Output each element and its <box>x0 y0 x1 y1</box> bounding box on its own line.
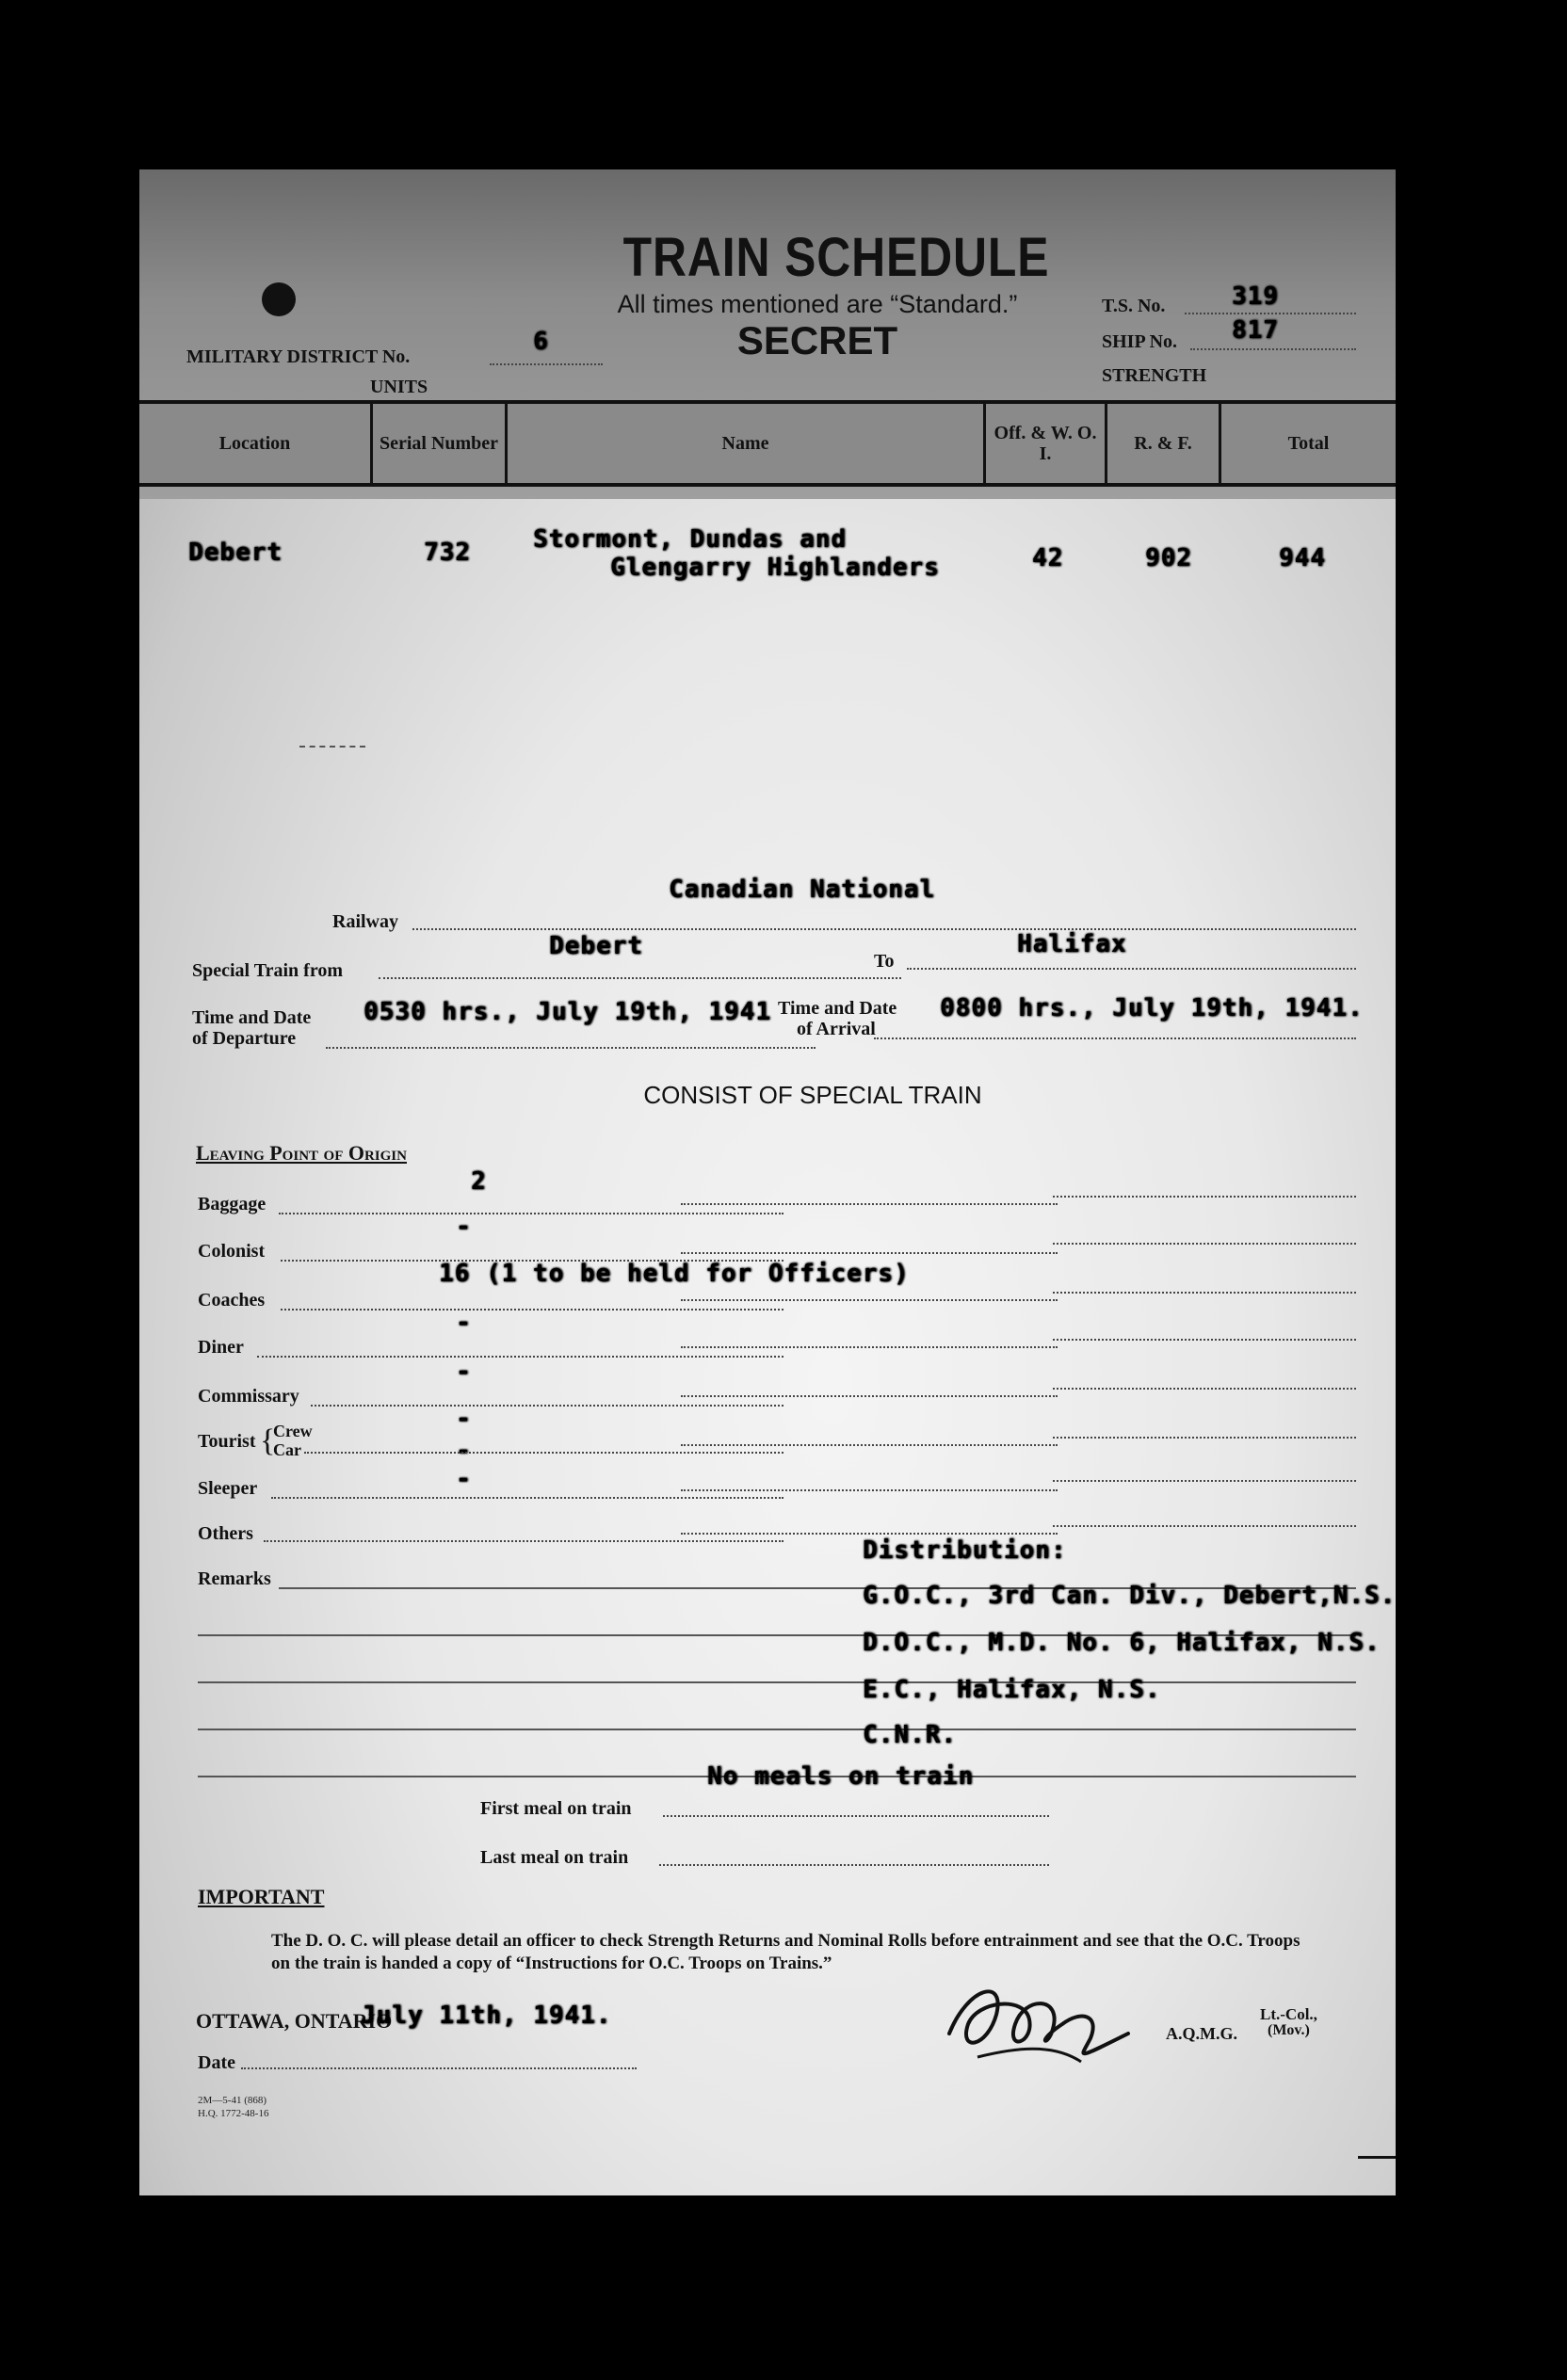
special-train-from-label: Special Train from <box>192 960 343 981</box>
ship-no-label: SHIP No. <box>1102 331 1178 352</box>
arrival-label-1: Time and Date <box>778 998 897 1019</box>
arrival-line <box>874 1037 1356 1039</box>
punch-hole <box>262 282 296 316</box>
consist-label-diner: Diner <box>198 1337 244 1358</box>
tourist-car-label: Car <box>273 1440 301 1459</box>
edge-mark <box>1358 2156 1396 2159</box>
column-header-rank-and-file: R. & F. <box>1134 433 1192 454</box>
railway-value: Canadian National <box>669 876 936 904</box>
ts-no-value: 319 <box>1232 282 1279 311</box>
units-table-header <box>139 400 1396 487</box>
consist-value-sleeper: - <box>456 1465 472 1493</box>
to-label: To <box>874 951 895 972</box>
first-meal-line <box>663 1815 1049 1817</box>
military-district-label: MILITARY DISTRICT No. <box>186 346 411 367</box>
row-name-line-1: Stormont, Dundas and <box>533 525 848 554</box>
distribution-line: E.C., Halifax, N.S. <box>863 1676 1161 1704</box>
row-total: 944 <box>1279 544 1326 572</box>
consist-value-diner: - <box>456 1309 472 1337</box>
to-value: Halifax <box>1017 930 1127 958</box>
place-label: OTTAWA, ONTARIO <box>196 2009 393 2033</box>
consist-value-baggage: 2 <box>471 1167 487 1196</box>
row-officers: 42 <box>1032 544 1064 572</box>
important-text: The D. O. C. will please detail an officer to check Strength Returns and Nominal Rolls before entrainment and see that the O.C. Troops on the train is handed a copy of “Instructions for O.C. Troops on Trains.” <box>271 1931 1300 1973</box>
handwritten-signature <box>940 1968 1147 2076</box>
consist-value-commissary: - <box>456 1358 472 1386</box>
military-district-value: 6 <box>533 328 549 356</box>
from-value: Debert <box>549 932 643 960</box>
units-label: UNITS <box>370 377 428 397</box>
distribution-line: D.O.C., M.D. No. 6, Halifax, N.S. <box>863 1629 1381 1657</box>
form-title: TRAIN SCHEDULE <box>622 227 1050 288</box>
signature-branch: (Mov.) <box>1268 2022 1310 2038</box>
departure-label-2: of Departure <box>192 1028 297 1049</box>
railway-line <box>412 928 1356 930</box>
column-header-total: Total <box>1287 433 1330 454</box>
consist-value-tourist-car: - <box>456 1437 472 1465</box>
consist-value-colonist: - <box>456 1213 472 1241</box>
last-meal-label: Last meal on train <box>480 1847 629 1868</box>
form-code-line-1: 2M—5-41 (868) <box>198 2095 267 2106</box>
row-rank-and-file: 902 <box>1145 544 1192 572</box>
consist-value-coaches: 16 (1 to be held for Officers) <box>439 1260 910 1288</box>
row-serial-number: 732 <box>424 539 471 567</box>
last-meal-line <box>659 1864 1049 1866</box>
date-label: Date <box>198 2052 235 2073</box>
column-header-location: Location <box>218 433 291 454</box>
form-code-line-2: H.Q. 1772-48-16 <box>198 2108 269 2119</box>
departure-line <box>326 1047 816 1049</box>
ts-no-line <box>1185 313 1356 314</box>
consist-label-colonist: Colonist <box>198 1241 266 1262</box>
row-location: Debert <box>188 539 283 567</box>
consist-label-commissary: Commissary <box>198 1386 299 1407</box>
departure-value: 0530 hrs., July 19th, 1941 <box>363 998 771 1026</box>
distribution-label: Distribution: <box>863 1536 1067 1565</box>
date-value: July 11th, 1941. <box>361 2002 612 2030</box>
row-name-line-2: Glengarry Highlanders <box>610 554 940 582</box>
consist-value-tourist-crew: - <box>456 1405 472 1433</box>
form-code <box>198 2094 268 2120</box>
signature-role: A.Q.M.G. <box>1166 2024 1237 2043</box>
consist-label-tourist: Tourist <box>198 1431 256 1452</box>
railway-label: Railway <box>332 911 398 932</box>
tourist-crew-label: Crew <box>273 1422 313 1440</box>
military-district-line <box>490 363 603 365</box>
form-subtitle: All times mentioned are “Standard.” <box>617 290 1018 318</box>
classification-label: SECRET <box>736 318 898 362</box>
ts-no-label: T.S. No. <box>1102 296 1166 316</box>
column-header-name: Name <box>721 433 769 454</box>
arrival-value: 0800 hrs., July 19th, 1941. <box>940 994 1364 1022</box>
tourist-brace: { <box>260 1423 276 1458</box>
ship-no-value: 817 <box>1232 316 1279 345</box>
departure-label-1: Time and Date <box>192 1007 312 1028</box>
to-line <box>907 968 1356 970</box>
consist-label-baggage: Baggage <box>198 1194 267 1214</box>
column-header-officers: Off. & W. O. I. <box>994 423 1097 464</box>
first-meal-label: First meal on train <box>480 1798 632 1819</box>
faint-mark <box>299 746 365 748</box>
date-line <box>241 2067 637 2069</box>
distribution-line: G.O.C., 3rd Can. Div., Debert,N.S. <box>863 1582 1396 1610</box>
remarks-label: Remarks <box>198 1568 271 1589</box>
consist-heading: CONSIST OF SPECIAL TRAIN <box>643 1081 982 1109</box>
leaving-point-of-origin-label: Leaving Point of Origin <box>196 1141 407 1165</box>
consist-label-others: Others <box>198 1523 253 1544</box>
signature-rank: Lt.-Col., <box>1260 2005 1317 2023</box>
important-label: IMPORTANT <box>198 1885 325 1908</box>
train-schedule-form <box>139 169 1396 2195</box>
column-header-serial-number: Serial Number <box>379 433 499 454</box>
distribution-line: C.N.R. <box>863 1721 957 1749</box>
consist-label-sleeper: Sleeper <box>198 1478 258 1499</box>
from-line <box>379 977 901 979</box>
consist-label-coaches: Coaches <box>198 1290 266 1311</box>
arrival-label-2: of Arrival <box>797 1019 876 1039</box>
ship-no-line <box>1190 348 1356 350</box>
strength-label: STRENGTH <box>1102 365 1207 386</box>
meals-note: No meals on train <box>707 1762 975 1791</box>
